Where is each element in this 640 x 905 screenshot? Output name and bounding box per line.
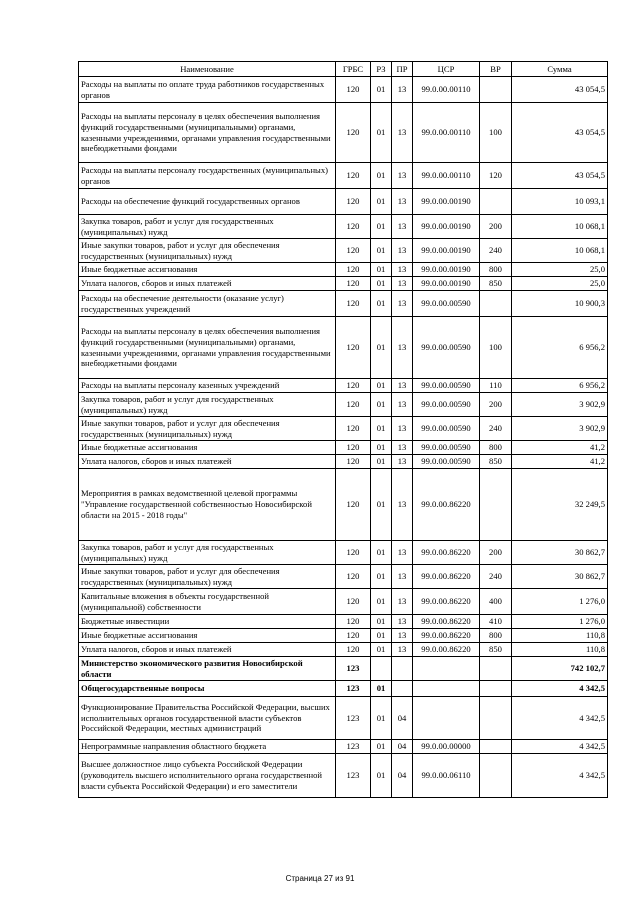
cell-csr: 99.0.00.00590: [413, 455, 480, 469]
cell-rz: 01: [371, 103, 392, 163]
cell-pr: [392, 657, 413, 681]
cell-pr: 13: [392, 163, 413, 189]
cell-name: Бюджетные инвестиции: [79, 615, 336, 629]
budget-table: [78, 61, 608, 798]
cell-rz: 01: [371, 393, 392, 417]
cell-vr: 410: [480, 615, 512, 629]
table-row: [79, 541, 608, 565]
table-row: [79, 103, 608, 163]
cell-grbs: 120: [336, 291, 371, 317]
cell-rz: 01: [371, 291, 392, 317]
cell-sum: 4 342,5: [512, 681, 608, 697]
cell-grbs: 120: [336, 393, 371, 417]
cell-sum: 43 054,5: [512, 77, 608, 103]
cell-name: Мероприятия в рамках ведомственной целевой программы "Управление государственной собственностью Новосибирской области на 2015 - 2018 годы": [79, 469, 336, 541]
cell-name: Капитальные вложения в объекты государственной (муниципальной) собственности: [79, 589, 336, 615]
cell-pr: 13: [392, 215, 413, 239]
cell-vr: [480, 189, 512, 215]
cell-sum: 4 342,5: [512, 740, 608, 754]
cell-pr: 13: [392, 469, 413, 541]
cell-sum: 4 342,5: [512, 754, 608, 798]
cell-csr: 99.0.00.86220: [413, 615, 480, 629]
cell-pr: 13: [392, 589, 413, 615]
cell-csr: 99.0.00.86220: [413, 629, 480, 643]
header-pr: ПР: [392, 62, 413, 77]
cell-rz: 01: [371, 754, 392, 798]
cell-rz: 01: [371, 77, 392, 103]
cell-csr: 99.0.00.86220: [413, 541, 480, 565]
cell-name: Расходы на выплаты персоналу казенных учреждений: [79, 379, 336, 393]
cell-sum: 4 342,5: [512, 697, 608, 740]
cell-vr: 100: [480, 317, 512, 379]
cell-name: Уплата налогов, сборов и иных платежей: [79, 643, 336, 657]
table-row: [79, 189, 608, 215]
cell-pr: 13: [392, 103, 413, 163]
table-row: [79, 629, 608, 643]
cell-csr: [413, 681, 480, 697]
table-row: [79, 77, 608, 103]
header-sum: Сумма: [512, 62, 608, 77]
cell-vr: 240: [480, 565, 512, 589]
cell-vr: [480, 469, 512, 541]
cell-sum: 10 068,1: [512, 215, 608, 239]
table-row: [79, 263, 608, 277]
cell-grbs: 120: [336, 189, 371, 215]
cell-csr: [413, 657, 480, 681]
table-row: [79, 455, 608, 469]
cell-csr: [413, 697, 480, 740]
cell-pr: 13: [392, 455, 413, 469]
cell-csr: 99.0.00.00590: [413, 291, 480, 317]
cell-vr: 800: [480, 263, 512, 277]
table-row: [79, 291, 608, 317]
cell-name: Функционирование Правительства Российской Федерации, высших исполнительных органов государственной власти субъектов Российской Федерации, местных администраций: [79, 697, 336, 740]
cell-name: Закупка товаров, работ и услуг для государственных (муниципальных) нужд: [79, 215, 336, 239]
cell-sum: 110,8: [512, 629, 608, 643]
cell-rz: 01: [371, 263, 392, 277]
cell-name: Иные бюджетные ассигнования: [79, 629, 336, 643]
cell-csr: 99.0.00.86220: [413, 469, 480, 541]
cell-sum: 32 249,5: [512, 469, 608, 541]
cell-vr: 850: [480, 277, 512, 291]
cell-name: Расходы на обеспечение деятельности (оказание услуг) государственных учреждений: [79, 291, 336, 317]
table-row: [79, 379, 608, 393]
cell-csr: 99.0.00.00190: [413, 277, 480, 291]
table-row: [79, 469, 608, 541]
cell-grbs: 120: [336, 643, 371, 657]
table-row: [79, 417, 608, 441]
cell-name: Расходы на выплаты по оплате труда работников государственных органов: [79, 77, 336, 103]
cell-pr: 13: [392, 643, 413, 657]
cell-csr: 99.0.00.00590: [413, 393, 480, 417]
cell-rz: 01: [371, 163, 392, 189]
cell-vr: 850: [480, 455, 512, 469]
cell-pr: 13: [392, 629, 413, 643]
cell-vr: 240: [480, 417, 512, 441]
cell-sum: 1 276,0: [512, 589, 608, 615]
cell-pr: 13: [392, 291, 413, 317]
cell-rz: 01: [371, 681, 392, 697]
cell-pr: 13: [392, 615, 413, 629]
cell-sum: 25,0: [512, 277, 608, 291]
cell-vr: [480, 77, 512, 103]
cell-rz: 01: [371, 541, 392, 565]
cell-pr: 13: [392, 277, 413, 291]
cell-sum: 1 276,0: [512, 615, 608, 629]
table-row: [79, 239, 608, 263]
table-row: [79, 754, 608, 798]
table-row: [79, 740, 608, 754]
cell-csr: 99.0.00.00590: [413, 379, 480, 393]
table-row: [79, 393, 608, 417]
cell-rz: 01: [371, 697, 392, 740]
cell-vr: [480, 681, 512, 697]
cell-grbs: 120: [336, 77, 371, 103]
cell-grbs: 123: [336, 754, 371, 798]
cell-grbs: 123: [336, 657, 371, 681]
cell-grbs: 120: [336, 103, 371, 163]
cell-grbs: 120: [336, 565, 371, 589]
cell-name: Общегосударственные вопросы: [79, 681, 336, 697]
cell-vr: 850: [480, 643, 512, 657]
cell-name: Иные бюджетные ассигнования: [79, 441, 336, 455]
cell-csr: 99.0.00.00590: [413, 441, 480, 455]
cell-vr: 400: [480, 589, 512, 615]
cell-pr: 13: [392, 317, 413, 379]
cell-vr: [480, 740, 512, 754]
cell-grbs: 123: [336, 681, 371, 697]
cell-vr: 800: [480, 441, 512, 455]
cell-csr: 99.0.00.00190: [413, 189, 480, 215]
cell-rz: 01: [371, 417, 392, 441]
header-csr: ЦСР: [413, 62, 480, 77]
cell-pr: 13: [392, 379, 413, 393]
cell-vr: 100: [480, 103, 512, 163]
cell-rz: 01: [371, 189, 392, 215]
cell-sum: 30 862,7: [512, 541, 608, 565]
cell-rz: 01: [371, 740, 392, 754]
cell-sum: 43 054,5: [512, 103, 608, 163]
cell-csr: 99.0.00.00590: [413, 317, 480, 379]
cell-name: Иные закупки товаров, работ и услуг для обеспечения государственных (муниципальных) нужд: [79, 565, 336, 589]
cell-rz: 01: [371, 643, 392, 657]
cell-grbs: 120: [336, 239, 371, 263]
cell-sum: 25,0: [512, 263, 608, 277]
cell-csr: 99.0.00.86220: [413, 565, 480, 589]
cell-name: Расходы на выплаты персоналу государственных (муниципальных) органов: [79, 163, 336, 189]
cell-name: Иные бюджетные ассигнования: [79, 263, 336, 277]
table-row: [79, 317, 608, 379]
cell-grbs: 120: [336, 417, 371, 441]
cell-name: Министерство экономического развития Новосибирской области: [79, 657, 336, 681]
header-rz: РЗ: [371, 62, 392, 77]
header-name: Наименование: [79, 62, 336, 77]
cell-csr: 99.0.00.00110: [413, 103, 480, 163]
cell-name: Закупка товаров, работ и услуг для государственных (муниципальных) нужд: [79, 541, 336, 565]
cell-name: Иные закупки товаров, работ и услуг для обеспечения государственных (муниципальных) нужд: [79, 239, 336, 263]
cell-rz: [371, 657, 392, 681]
cell-pr: 13: [392, 239, 413, 263]
table-row: [79, 615, 608, 629]
cell-csr: 99.0.00.00190: [413, 263, 480, 277]
cell-vr: 800: [480, 629, 512, 643]
cell-grbs: 120: [336, 163, 371, 189]
cell-sum: 110,8: [512, 643, 608, 657]
cell-name: Закупка товаров, работ и услуг для государственных (муниципальных) нужд: [79, 393, 336, 417]
cell-sum: 742 102,7: [512, 657, 608, 681]
cell-pr: 13: [392, 77, 413, 103]
cell-sum: 3 902,9: [512, 417, 608, 441]
cell-csr: 99.0.00.86220: [413, 643, 480, 657]
cell-pr: 04: [392, 740, 413, 754]
cell-pr: 13: [392, 441, 413, 455]
cell-pr: 13: [392, 565, 413, 589]
cell-name: Иные закупки товаров, работ и услуг для обеспечения государственных (муниципальных) нужд: [79, 417, 336, 441]
table-row: [79, 277, 608, 291]
cell-grbs: 120: [336, 317, 371, 379]
cell-vr: 110: [480, 379, 512, 393]
cell-grbs: 120: [336, 277, 371, 291]
cell-rz: 01: [371, 215, 392, 239]
cell-rz: 01: [371, 455, 392, 469]
table-row: [79, 215, 608, 239]
cell-vr: 200: [480, 393, 512, 417]
cell-grbs: 120: [336, 615, 371, 629]
cell-pr: 04: [392, 697, 413, 740]
cell-pr: 13: [392, 417, 413, 441]
header-vr: ВР: [480, 62, 512, 77]
cell-sum: 10 900,3: [512, 291, 608, 317]
cell-name: Расходы на выплаты персоналу в целях обеспечения выполнения функций государственными (муниципальными) органами, казенными учреждениями, органами управления государственными внебюджетными фондами: [79, 103, 336, 163]
table-row: [79, 697, 608, 740]
cell-vr: 240: [480, 239, 512, 263]
cell-rz: 01: [371, 469, 392, 541]
cell-vr: 120: [480, 163, 512, 189]
cell-rz: 01: [371, 379, 392, 393]
cell-csr: 99.0.00.00190: [413, 239, 480, 263]
cell-rz: 01: [371, 565, 392, 589]
cell-csr: 99.0.00.00110: [413, 163, 480, 189]
table-header-row: [79, 62, 608, 77]
cell-sum: 6 956,2: [512, 317, 608, 379]
cell-grbs: 120: [336, 379, 371, 393]
cell-name: Уплата налогов, сборов и иных платежей: [79, 277, 336, 291]
table-row: [79, 643, 608, 657]
cell-sum: 30 862,7: [512, 565, 608, 589]
cell-csr: 99.0.00.00110: [413, 77, 480, 103]
cell-sum: 3 902,9: [512, 393, 608, 417]
cell-rz: 01: [371, 629, 392, 643]
cell-csr: 99.0.00.00190: [413, 215, 480, 239]
cell-grbs: 120: [336, 469, 371, 541]
cell-vr: [480, 291, 512, 317]
cell-vr: 200: [480, 215, 512, 239]
cell-rz: 01: [371, 277, 392, 291]
cell-grbs: 120: [336, 629, 371, 643]
cell-pr: 13: [392, 393, 413, 417]
cell-grbs: 123: [336, 740, 371, 754]
cell-rz: 01: [371, 441, 392, 455]
cell-name: Расходы на выплаты персоналу в целях обеспечения выполнения функций государственными (муниципальными) органами, казенными учреждениями, органами управления государственными внебюджетными фондами: [79, 317, 336, 379]
cell-rz: 01: [371, 615, 392, 629]
cell-sum: 43 054,5: [512, 163, 608, 189]
cell-pr: 04: [392, 754, 413, 798]
cell-rz: 01: [371, 589, 392, 615]
cell-grbs: 120: [336, 441, 371, 455]
cell-name: Высшее должностное лицо субъекта Российской Федерации (руководитель высшего исполнительного органа государственной власти субъекта Российской Федерации) и его заместители: [79, 754, 336, 798]
cell-sum: 10 068,1: [512, 239, 608, 263]
cell-sum: 6 956,2: [512, 379, 608, 393]
cell-grbs: 120: [336, 263, 371, 277]
cell-pr: 13: [392, 189, 413, 215]
cell-sum: 41,2: [512, 441, 608, 455]
cell-vr: [480, 697, 512, 740]
cell-pr: [392, 681, 413, 697]
table-row: [79, 589, 608, 615]
cell-grbs: 120: [336, 541, 371, 565]
cell-grbs: 120: [336, 455, 371, 469]
cell-pr: 13: [392, 541, 413, 565]
table-row: [79, 681, 608, 697]
cell-name: Непрограммные направления областного бюджета: [79, 740, 336, 754]
cell-csr: 99.0.00.00000: [413, 740, 480, 754]
cell-csr: 99.0.00.06110: [413, 754, 480, 798]
cell-name: Уплата налогов, сборов и иных платежей: [79, 455, 336, 469]
cell-rz: 01: [371, 239, 392, 263]
table-row: [79, 441, 608, 455]
cell-grbs: 120: [336, 589, 371, 615]
cell-csr: 99.0.00.86220: [413, 589, 480, 615]
table-row: [79, 657, 608, 681]
cell-name: Расходы на обеспечение функций государственных органов: [79, 189, 336, 215]
page-number: Страница 27 из 91: [285, 874, 355, 883]
cell-sum: 10 093,1: [512, 189, 608, 215]
cell-vr: [480, 657, 512, 681]
table-row: [79, 163, 608, 189]
cell-sum: 41,2: [512, 455, 608, 469]
cell-grbs: 123: [336, 697, 371, 740]
cell-grbs: 120: [336, 215, 371, 239]
cell-vr: 200: [480, 541, 512, 565]
cell-rz: 01: [371, 317, 392, 379]
cell-csr: 99.0.00.00590: [413, 417, 480, 441]
cell-pr: 13: [392, 263, 413, 277]
header-grbs: ГРБС: [336, 62, 371, 77]
table-row: [79, 565, 608, 589]
cell-vr: [480, 754, 512, 798]
